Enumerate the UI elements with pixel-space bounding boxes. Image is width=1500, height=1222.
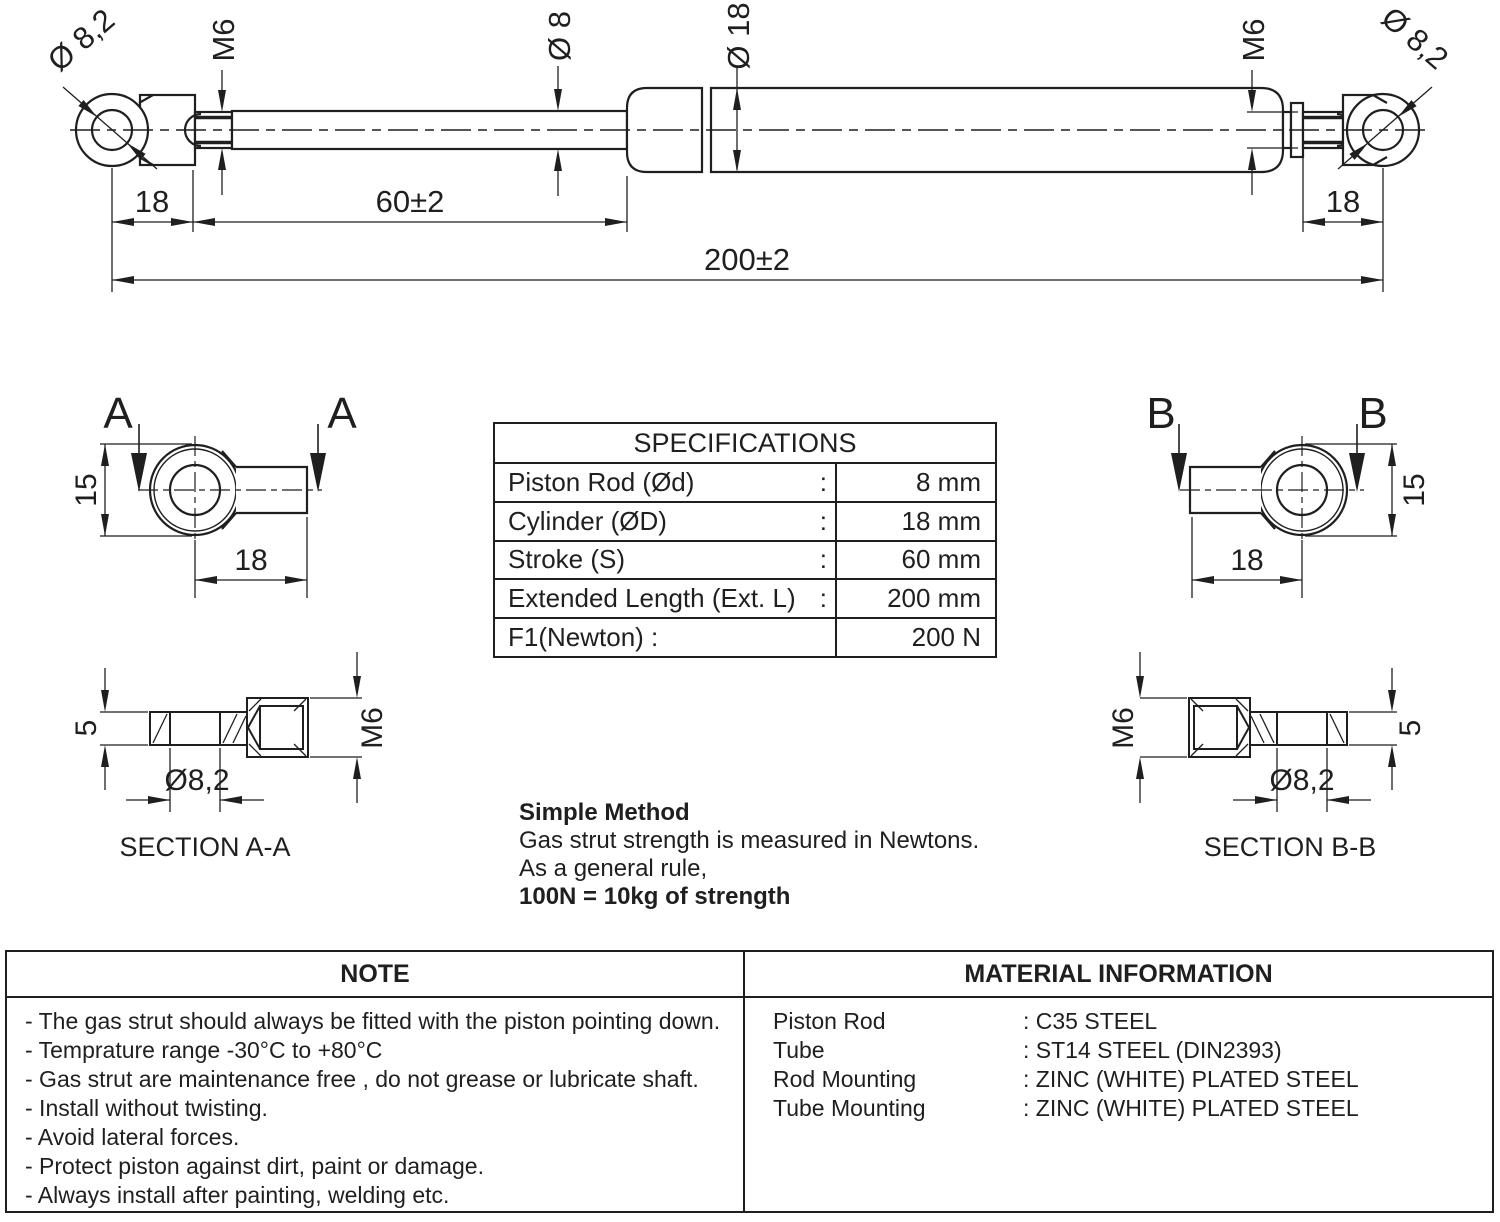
- left-eyelet-dia-label: Ø 8,2: [41, 1, 122, 79]
- simple-method-line1: Gas strut strength is measured in Newtons.: [519, 827, 980, 854]
- right-eyelet-dia-label: Ø 8,2: [1374, 0, 1455, 77]
- material-title: MATERIAL INFORMATION: [964, 959, 1273, 988]
- section-aa-drawing: [150, 698, 308, 757]
- section-aa-thickness: 5: [70, 719, 103, 737]
- spec-value: 200 mm: [835, 580, 995, 617]
- material-value: : ZINC (WHITE) PLATED STEEL: [1023, 1066, 1359, 1092]
- spec-colon: :: [819, 583, 827, 614]
- bb-views-svg: [1080, 380, 1500, 880]
- top-drawing-svg: [0, 0, 1500, 345]
- spec-row-cylinder: [495, 503, 995, 542]
- spec-label: Cylinder (ØD): [508, 505, 667, 536]
- spec-row-extended-length: [495, 580, 995, 619]
- spec-value: 200 N: [835, 619, 995, 656]
- spec-colon: :: [819, 466, 827, 497]
- material-row: [773, 1036, 1486, 1065]
- note-list: [7, 998, 745, 1211]
- bb-marker-right: B: [1358, 389, 1388, 438]
- section-aa-thread: M6: [356, 707, 389, 749]
- material-label: Rod Mounting: [773, 1066, 917, 1092]
- simple-method-line2: As a general rule,: [519, 855, 708, 882]
- right-eyelet-len-dim: 18: [1325, 184, 1361, 219]
- left-thread-label: M6: [206, 18, 241, 62]
- bb-width-dim: 18: [1230, 544, 1264, 577]
- spec-label: Extended Length (Ext. L): [508, 583, 796, 614]
- section-bb-thickness: 5: [1394, 719, 1427, 737]
- aa-views-svg: [40, 380, 470, 880]
- spec-value: 18 mm: [835, 503, 995, 540]
- material-value: : ZINC (WHITE) PLATED STEEL: [1023, 1095, 1359, 1121]
- material-label: Tube: [773, 1037, 825, 1063]
- section-aa-caption: SECTION A-A: [119, 832, 291, 862]
- note-item: - Protect piston against dirt, paint or damage.: [25, 1153, 484, 1179]
- specifications-title: SPECIFICATIONS: [495, 424, 995, 464]
- aa-width-dim: 18: [234, 544, 268, 577]
- material-row: [773, 1007, 1486, 1036]
- section-bb-drawing: [1189, 698, 1347, 757]
- section-bb-thickness-dim: [1349, 668, 1397, 790]
- simple-method-line3: 100N = 10kg of strength: [519, 883, 791, 910]
- bottom-table-header: [7, 952, 1492, 998]
- aa-marker-right: A: [327, 389, 357, 438]
- simple-method-block: [519, 799, 979, 911]
- material-value: : ST14 STEEL (DIN2393): [1023, 1037, 1282, 1063]
- simple-method-title: Simple Method: [519, 799, 690, 826]
- specifications-table: [493, 422, 997, 658]
- spec-row-piston-rod: [495, 464, 995, 503]
- note-item: - Temprature range -30°C to +80°C: [25, 1037, 383, 1063]
- note-item: - Gas strut are maintenance free , do not grease or lubricate shaft.: [25, 1066, 699, 1092]
- total-len-dim: 200±2: [704, 242, 790, 277]
- material-row: [773, 1065, 1486, 1094]
- section-aa-thickness-dim: [100, 668, 148, 790]
- material-row: [773, 1094, 1486, 1123]
- bb-marker-left: B: [1146, 389, 1176, 438]
- note-item: - Always install after painting, welding etc.: [25, 1182, 450, 1208]
- aa-marker-left: A: [103, 389, 133, 438]
- note-material-table: [5, 950, 1494, 1213]
- section-bb-hole: Ø8,2: [1269, 764, 1335, 797]
- spec-row-f1-newton: [495, 619, 995, 656]
- note-item: - The gas strut should always be fitted with the piston pointing down.: [25, 1008, 721, 1034]
- section-aa-thread-dim: [310, 652, 362, 803]
- material-value: : C35 STEEL: [1023, 1008, 1158, 1034]
- spec-label: F1(Newton) :: [508, 622, 659, 653]
- spec-value: 60 mm: [835, 542, 995, 579]
- section-bb-thread: M6: [1107, 707, 1140, 749]
- left-eyelet-len-dim: 18: [134, 184, 170, 219]
- section-bb-thread-dim: [1140, 652, 1187, 803]
- right-thread-label: M6: [1236, 18, 1271, 62]
- spec-row-stroke: [495, 542, 995, 581]
- spec-value: 8 mm: [835, 464, 995, 501]
- tube-dia-label: Ø 18: [721, 2, 756, 70]
- spec-label: Piston Rod (Ød): [508, 466, 695, 497]
- section-bb-caption: SECTION B-B: [1203, 832, 1377, 862]
- bb-height-dim: 15: [1398, 473, 1431, 507]
- spec-colon: :: [819, 544, 827, 575]
- material-label: Piston Rod: [773, 1008, 886, 1034]
- rod-dia-label: Ø 8: [542, 11, 577, 61]
- section-aa-hole: Ø8,2: [164, 764, 230, 797]
- material-list: [745, 998, 1492, 1211]
- aa-height-dim: 15: [70, 473, 103, 507]
- note-item: - Install without twisting.: [25, 1095, 268, 1121]
- note-title: NOTE: [7, 952, 745, 996]
- material-label: Tube Mounting: [773, 1095, 926, 1121]
- spec-colon: :: [819, 505, 827, 536]
- stroke-len-dim: 60±2: [375, 184, 445, 219]
- spec-label: Stroke (S): [508, 544, 626, 575]
- note-item: - Avoid lateral forces.: [25, 1124, 240, 1150]
